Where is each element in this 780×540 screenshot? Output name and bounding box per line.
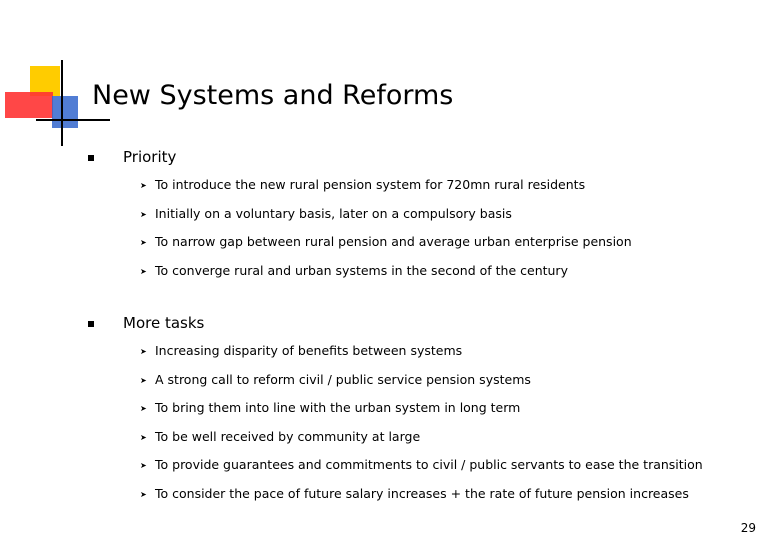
list-item-text: To narrow gap between rural pension and average urban enterprise pension bbox=[155, 234, 632, 250]
arrow-bullet-icon: ➤ bbox=[140, 404, 147, 414]
deco-red-square bbox=[5, 92, 53, 118]
list-item-text: A strong call to reform civil / public service pension systems bbox=[155, 371, 531, 387]
heading-priority: Priority bbox=[123, 148, 177, 166]
arrow-bullet-icon: ➤ bbox=[140, 238, 147, 248]
arrow-bullet-icon: ➤ bbox=[140, 209, 147, 219]
deco-blue-square bbox=[52, 96, 78, 128]
arrow-bullet-icon: ➤ bbox=[140, 375, 147, 385]
list-item-text: To converge rural and urban systems in the second of the century bbox=[155, 262, 568, 278]
arrow-bullet-icon: ➤ bbox=[140, 347, 147, 356]
arrow-bullet-icon: ➤ bbox=[140, 432, 147, 442]
arrow-bullet-icon: ➤ bbox=[140, 489, 147, 499]
deco-yellow-square bbox=[30, 66, 60, 96]
list-item-text: To provide guarantees and commitments to civil / public servants to ease the transition bbox=[155, 457, 703, 473]
list-item-text: To introduce the new rural pension system for 720mn rural residents bbox=[155, 177, 586, 192]
list-item-text: Initially on a voluntary basis, later on a compulsory basis bbox=[155, 205, 512, 221]
list-item-text: Increasing disparity of benefits between systems bbox=[155, 343, 463, 358]
slide-title: New Systems and Reforms bbox=[92, 80, 454, 111]
page-number: 29 bbox=[740, 521, 756, 535]
square-bullet-icon bbox=[88, 155, 94, 161]
list-item-text: To consider the pace of future salary increases + the rate of future pension increases bbox=[155, 485, 689, 501]
heading-more-tasks: More tasks bbox=[123, 314, 205, 332]
arrow-bullet-icon: ➤ bbox=[140, 461, 147, 471]
arrow-bullet-icon: ➤ bbox=[140, 266, 147, 276]
list-item-text: To be well received by community at large bbox=[155, 428, 421, 444]
arrow-bullet-icon: ➤ bbox=[140, 181, 147, 190]
list-item-text: To bring them into line with the urban system in long term bbox=[155, 400, 521, 416]
square-bullet-icon bbox=[88, 321, 94, 327]
title-decoration bbox=[0, 0, 110, 150]
